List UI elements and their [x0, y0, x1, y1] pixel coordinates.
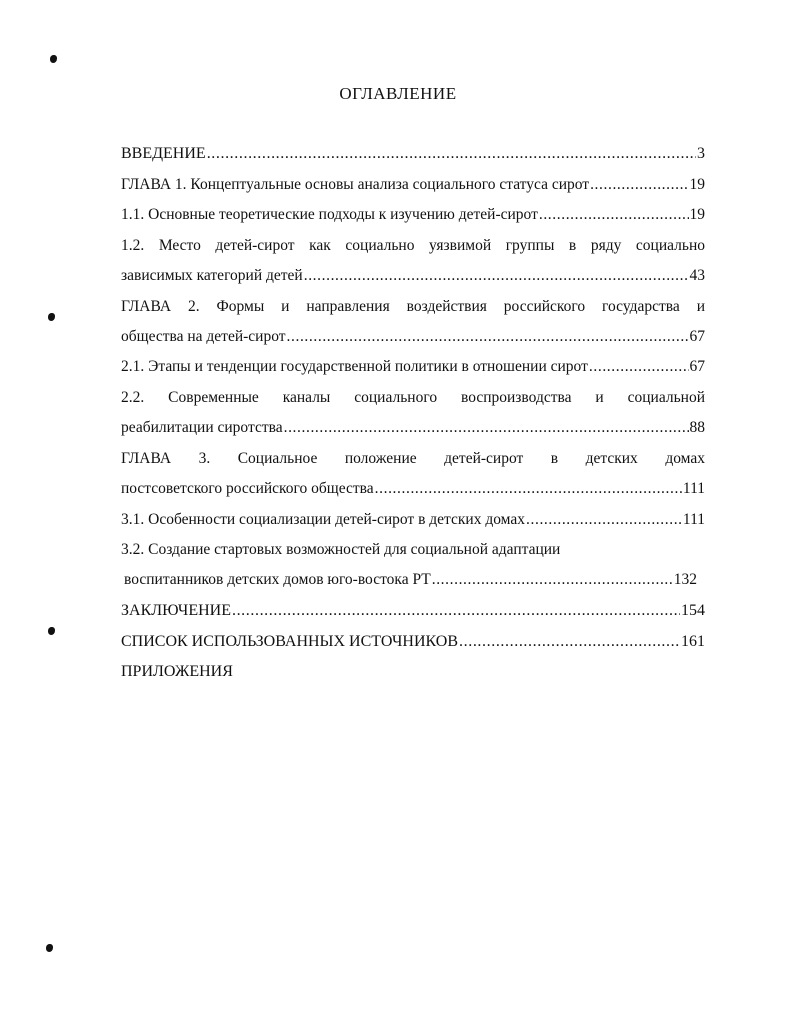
- toc-page-number: 111: [682, 511, 705, 528]
- dot-leader: [590, 173, 688, 197]
- toc-page-number: 111: [682, 480, 705, 497]
- dot-leader: [432, 568, 673, 592]
- toc-page-number: 67: [689, 328, 705, 345]
- toc-page-number: 19: [689, 176, 705, 193]
- toc-page-number: 88: [689, 419, 705, 436]
- toc-entry-section-1-1[interactable]: [121, 203, 705, 227]
- toc-entry-chapter-1[interactable]: [121, 173, 705, 197]
- toc-entry-title: 3.1. Особенности социализации детей-сирот в детских домах: [121, 511, 526, 528]
- toc-entry-title: общества на детей-сирот: [121, 328, 286, 345]
- toc-page-number: 132: [673, 571, 697, 588]
- dot-leader: [459, 630, 680, 654]
- dot-leader: [539, 203, 689, 227]
- dot-leader: [304, 264, 689, 288]
- dot-leader: [284, 416, 689, 440]
- toc-entry-section-1-2[interactable]: [121, 264, 705, 288]
- toc-entry-section-2-2-line-1[interactable]: 2.2. Современные каналы социального воспроизводства и социальной: [121, 389, 705, 406]
- toc-entry-chapter-3-line-1[interactable]: ГЛАВА 3. Социальное положение детей-сирот в детских домах: [121, 450, 705, 467]
- dot-leader: [589, 355, 689, 379]
- scan-speck: [48, 313, 55, 321]
- page-title: ОГЛАВЛЕНИЕ: [339, 84, 457, 103]
- toc-entry-title: ВВЕДЕНИЕ: [121, 145, 206, 162]
- dot-leader: [526, 508, 682, 532]
- toc-entry-title: 2.1. Этапы и тенденции государственной политики в отношении сирот: [121, 358, 588, 375]
- toc-entry-chapter-2-line-1[interactable]: ГЛАВА 2. Формы и направления воздействия российского государства и: [121, 298, 705, 315]
- toc-entry-section-3-2-line-1[interactable]: 3.2. Создание стартовых возможностей для социальной адаптации: [121, 541, 561, 558]
- toc-page-number: 161: [681, 633, 705, 650]
- toc-entry-section-2-2[interactable]: [121, 416, 705, 440]
- toc-entry-title: ГЛАВА 1. Концептуальные основы анализа социального статуса сирот: [121, 176, 590, 193]
- toc-page-number: 3: [697, 145, 705, 162]
- toc-entry-section-3-1[interactable]: [121, 508, 705, 532]
- dot-leader: [232, 599, 680, 623]
- toc-entry-chapter-3[interactable]: [121, 477, 705, 501]
- toc-page-number: 19: [689, 206, 705, 223]
- toc-entry-section-1-2-line-1[interactable]: 1.2. Место детей-сирот как социально уязвимой группы в ряду социально: [121, 237, 705, 254]
- scan-speck: [50, 55, 57, 63]
- toc-entry-section-3-2[interactable]: [124, 568, 697, 592]
- toc-entry-title: воспитанников детских домов юго-востока РТ: [124, 571, 431, 588]
- toc-page-number: 43: [689, 267, 705, 284]
- scan-speck: [46, 944, 53, 952]
- dot-leader: [207, 142, 696, 166]
- dot-leader: [287, 325, 689, 349]
- dot-leader: [375, 477, 682, 501]
- scan-speck: [48, 627, 55, 635]
- toc-page-number: 67: [689, 358, 705, 375]
- toc-entry-title: 1.1. Основные теоретические подходы к изучению детей-сирот: [121, 206, 538, 223]
- toc-entry-appendix[interactable]: ПРИЛОЖЕНИЯ: [121, 663, 233, 680]
- toc-page-number: 154: [681, 602, 705, 619]
- toc-entry-title: ЗАКЛЮЧЕНИЕ: [121, 602, 231, 619]
- toc-entry-chapter-2[interactable]: [121, 325, 705, 349]
- toc-entry-intro[interactable]: [121, 142, 705, 166]
- toc-entry-title: реабилитации сиротства: [121, 419, 283, 436]
- toc-entry-title: СПИСОК ИСПОЛЬЗОВАННЫХ ИСТОЧНИКОВ: [121, 633, 459, 650]
- toc-entry-sources[interactable]: [121, 630, 705, 654]
- toc-entry-title: зависимых категорий детей: [121, 267, 303, 284]
- toc-entry-title: постсоветского российского общества: [121, 480, 374, 497]
- toc-entry-conclusion[interactable]: [121, 599, 705, 623]
- toc-entry-section-2-1[interactable]: [121, 355, 705, 379]
